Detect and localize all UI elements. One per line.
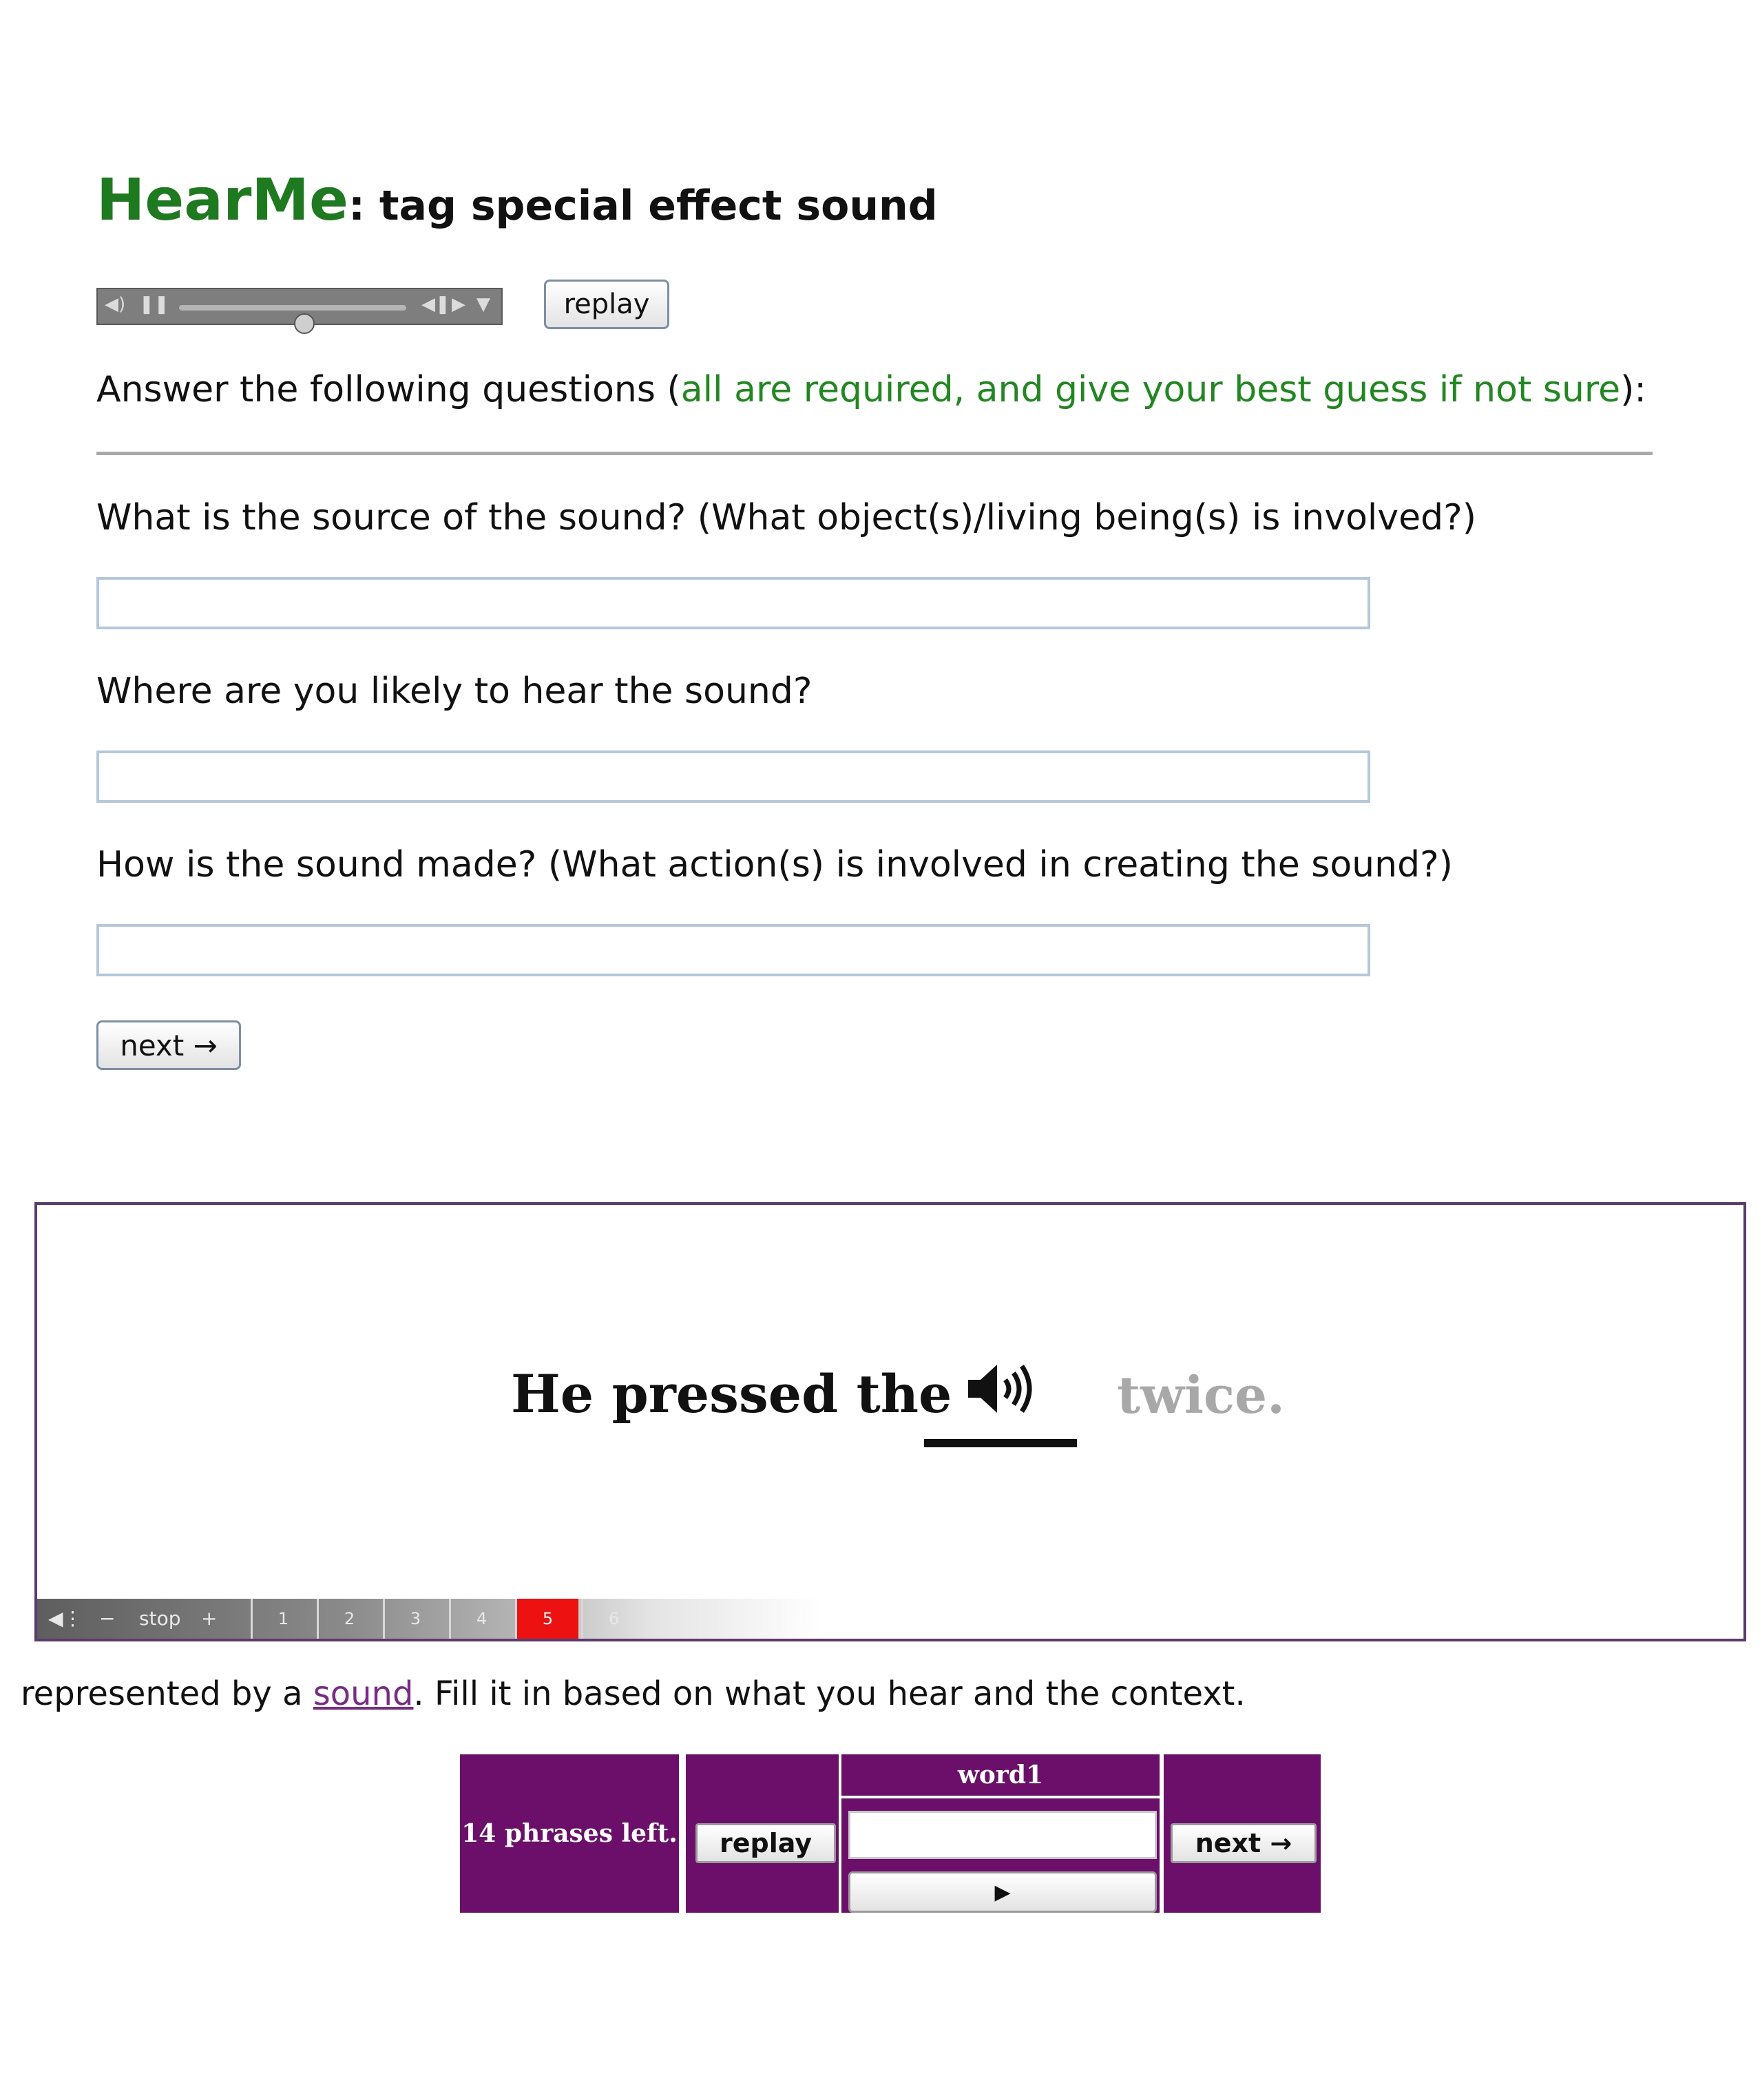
- blank-underline: [924, 1439, 1077, 1447]
- instructions-highlight: all are required, and give your best guess if not sure: [680, 369, 1621, 410]
- replay-phrase-button[interactable]: replay: [695, 1823, 836, 1863]
- timeline-step[interactable]: 5: [515, 1599, 578, 1639]
- brand-name: HearMe: [96, 166, 348, 233]
- stop-button[interactable]: stop: [139, 1607, 181, 1630]
- question-action: How is the sound made? (What action(s) is involved in creating the sound?): [96, 844, 1453, 885]
- sentence-before: He pressed the: [511, 1363, 952, 1425]
- page-title: [96, 166, 938, 233]
- timeline-step[interactable]: 3: [383, 1599, 446, 1639]
- question-source: What is the source of the sound? (What object(s)/living being(s) is involved?): [96, 497, 1477, 538]
- source-input[interactable]: [96, 577, 1370, 629]
- pause-icon[interactable]: ❚❚: [139, 294, 169, 315]
- phrases-left-cell: [460, 1754, 679, 1913]
- word-label-cell: [841, 1754, 1160, 1796]
- speaker-icon[interactable]: [964, 1359, 1040, 1418]
- replay-button[interactable]: replay: [544, 280, 669, 329]
- question-location: Where are you likely to hear the sound?: [96, 671, 813, 712]
- timeline-step[interactable]: 1: [251, 1599, 314, 1639]
- forward-icon[interactable]: ▶: [452, 294, 465, 315]
- volume-icon[interactable]: ◀): [105, 294, 126, 315]
- instructions: [96, 369, 1646, 410]
- mute-icon[interactable]: ◀⋮: [48, 1607, 83, 1630]
- timeline-bar[interactable]: [37, 1599, 1743, 1639]
- timeline-step[interactable]: 4: [449, 1599, 512, 1639]
- word-label: word1: [957, 1761, 1044, 1789]
- rewind-icon[interactable]: ◀❚: [421, 294, 450, 315]
- instructions-suffix: ):: [1620, 369, 1646, 410]
- location-input[interactable]: [96, 750, 1370, 803]
- next-button[interactable]: next →: [96, 1020, 241, 1070]
- seek-thumb[interactable]: [294, 313, 315, 334]
- word-input[interactable]: [848, 1811, 1157, 1859]
- minus-icon[interactable]: −: [99, 1607, 116, 1630]
- caption-after: . Fill it in based on what you hear and the context.: [413, 1674, 1246, 1713]
- audio-player[interactable]: [96, 288, 503, 325]
- timeline-step[interactable]: 6: [581, 1599, 645, 1639]
- dropdown-icon[interactable]: ▼: [476, 294, 490, 315]
- instructions-prefix: Answer the following questions (: [96, 369, 681, 410]
- phrases-left-label: 14 phrases left.: [461, 1819, 678, 1848]
- divider: [96, 452, 1653, 455]
- plus-icon[interactable]: +: [201, 1607, 218, 1630]
- action-input[interactable]: [96, 924, 1370, 976]
- sentence-after: twice.: [1117, 1366, 1285, 1425]
- timeline-step[interactable]: 2: [317, 1599, 380, 1639]
- sound-link[interactable]: sound: [313, 1674, 414, 1713]
- next-phrase-button[interactable]: next →: [1171, 1823, 1317, 1863]
- caption: [21, 1674, 1246, 1713]
- caption-before: represented by a: [21, 1674, 313, 1713]
- title-subtitle: : tag special effect sound: [348, 182, 938, 230]
- play-button[interactable]: ▶: [848, 1871, 1157, 1913]
- seek-bar[interactable]: [179, 305, 406, 311]
